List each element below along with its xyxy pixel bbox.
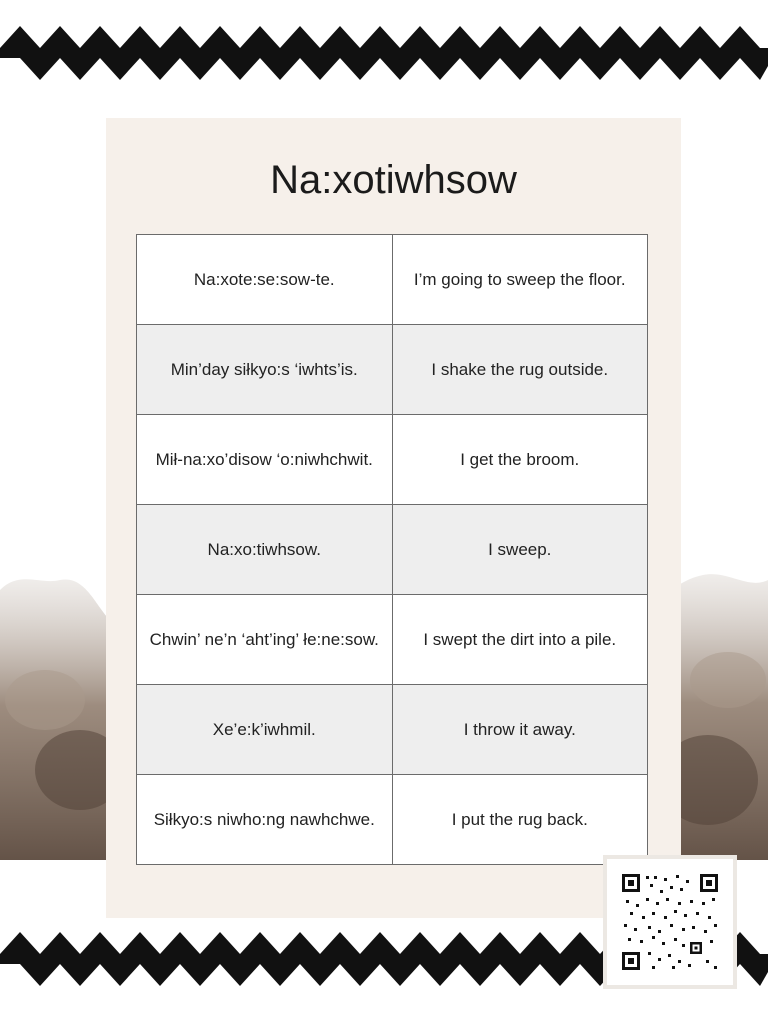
hupa-phrase: Xe’e:k’iwhmil. <box>137 685 393 775</box>
english-translation: I sweep. <box>392 505 648 595</box>
qr-code-icon <box>620 872 720 972</box>
english-translation: I throw it away. <box>392 685 648 775</box>
hupa-phrase: Min’day siłkyo:s ‘iwhts’is. <box>137 325 393 415</box>
english-translation: I put the rug back. <box>392 775 648 865</box>
vocabulary-table <box>136 234 648 865</box>
table-row <box>137 685 648 775</box>
hupa-phrase: Mił-na:xo’disow ‘o:niwhchwit. <box>137 415 393 505</box>
english-translation: I get the broom. <box>392 415 648 505</box>
table-row <box>137 415 648 505</box>
hupa-phrase: Na:xote:se:sow-te. <box>137 235 393 325</box>
english-translation: I shake the rug outside. <box>392 325 648 415</box>
english-translation: I’m going to sweep the floor. <box>392 235 648 325</box>
table-row <box>137 505 648 595</box>
table-row <box>137 235 648 325</box>
english-translation: I swept the dirt into a pile. <box>392 595 648 685</box>
decorative-border-top <box>0 26 768 82</box>
table-row <box>137 325 648 415</box>
table-row <box>137 775 648 865</box>
table-row <box>137 595 648 685</box>
qr-code-card[interactable] <box>607 859 733 985</box>
hupa-phrase: Na:xo:tiwhsow. <box>137 505 393 595</box>
vocabulary-card <box>106 118 681 918</box>
hupa-phrase: Chwin’ ne’n ‘aht’ing’ łe:ne:sow. <box>137 595 393 685</box>
hupa-phrase: Siłkyo:s niwho:ng nawhchwe. <box>137 775 393 865</box>
page-title: Na:xotiwhsow <box>270 158 517 202</box>
